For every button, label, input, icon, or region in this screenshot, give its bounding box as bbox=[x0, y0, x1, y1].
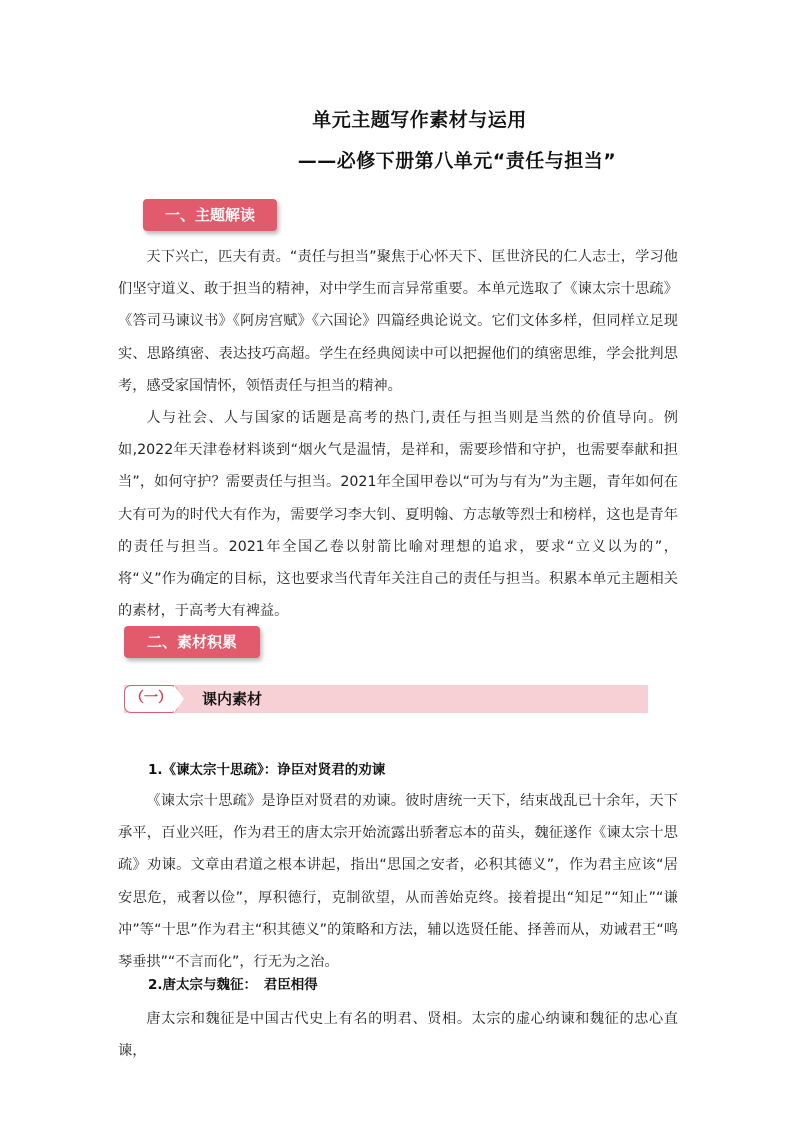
subsection-tag: （一） bbox=[124, 685, 178, 713]
paragraph-text: 唐太宗和魏征是中国古代史上有名的明君、贤相。太宗的虚心纳谏和魏征的忠心直谏， bbox=[118, 1011, 678, 1060]
item-heading-2: 2.唐太宗与魏征： 君臣相得 bbox=[148, 977, 318, 993]
document-title: 单元主题写作素材与运用 bbox=[312, 109, 527, 131]
section-heading-materials: 二、素材积累 bbox=[124, 626, 260, 658]
subsection-banner bbox=[124, 685, 648, 713]
paragraph-theme-2 bbox=[118, 402, 678, 627]
document-subtitle: ——必修下册第八单元“责任与担当” bbox=[297, 150, 617, 172]
item-paragraph-1 bbox=[118, 785, 678, 978]
subsection-title: 课内素材 bbox=[202, 690, 263, 708]
paragraph-text: 《谏太宗十思疏》是诤臣对贤君的劝谏。彼时唐统一天下，结束战乱已十余年，天下承平，百业兴旺，作为君王的唐太宗开始流露出骄奢忘本的苗头，魏征遂作《谏太宗十思疏》劝谏。文章由君道之根本讲起，指出“思国之安者，必积其德义”，作为君主应该“居安思危，戒奢以俭”，厚积德行，克制欲望，从而善始克终。接着提出“知足”“知止”“谦冲”等“十思”作为君主“积其德义”的策略和方法，辅以选贤任能、择善而从，劝诫君王“鸣琴垂拱”“不言而化”，行无为之治。 bbox=[118, 793, 678, 971]
banner-notch bbox=[174, 685, 184, 713]
paragraph-text: 天下兴亡，匹夫有责。“责任与担当”聚焦于心怀天下、匡世济民的仁人志士，学习他们坚守道义、敢于担当的精神，对中学生而言异常重要。本单元选取了《谏太宗十思疏》《答司马谏议书》《阿房宫赋》《六国论》四篇经典论说文。它们文体多样，但同样立足现实、思路缜密、表达技巧高超。学生在经典阅读中可以把握他们的缜密思维，学会批判思考，感受家国情怀，领悟责任与担当的精神。 bbox=[118, 249, 678, 394]
item-paragraph-2 bbox=[118, 1003, 678, 1067]
section-heading-theme: 一、主题解读 bbox=[143, 199, 277, 231]
paragraph-theme-1 bbox=[118, 241, 678, 402]
item-heading-1: 1.《谏太宗十思疏》：诤臣对贤君的劝谏 bbox=[148, 762, 386, 778]
paragraph-text: 人与社会、人与国家的话题是高考的热门,责任与担当则是当然的价值导向。例如,2022年天津卷材料谈到“烟火气是温情，是祥和，需要珍惜和守护，也需要奉献和担当”，如何守护？需要责任与担当。2021年全国甲卷以“可为与有为”为主题，青年如何在大有可为的时代大有作为，需要学习李大钊、夏明翰、方志敏等烈士和榜样，这也是青年的责任与担当。2021年全国乙卷以射箭比喻对理想的追求，要求“立义以为的”，将“义”作为确定的目标，这也要求当代青年关注自己的责任与担当。积累本单元主题相关的素材，于高考大有裨益。 bbox=[118, 410, 678, 620]
